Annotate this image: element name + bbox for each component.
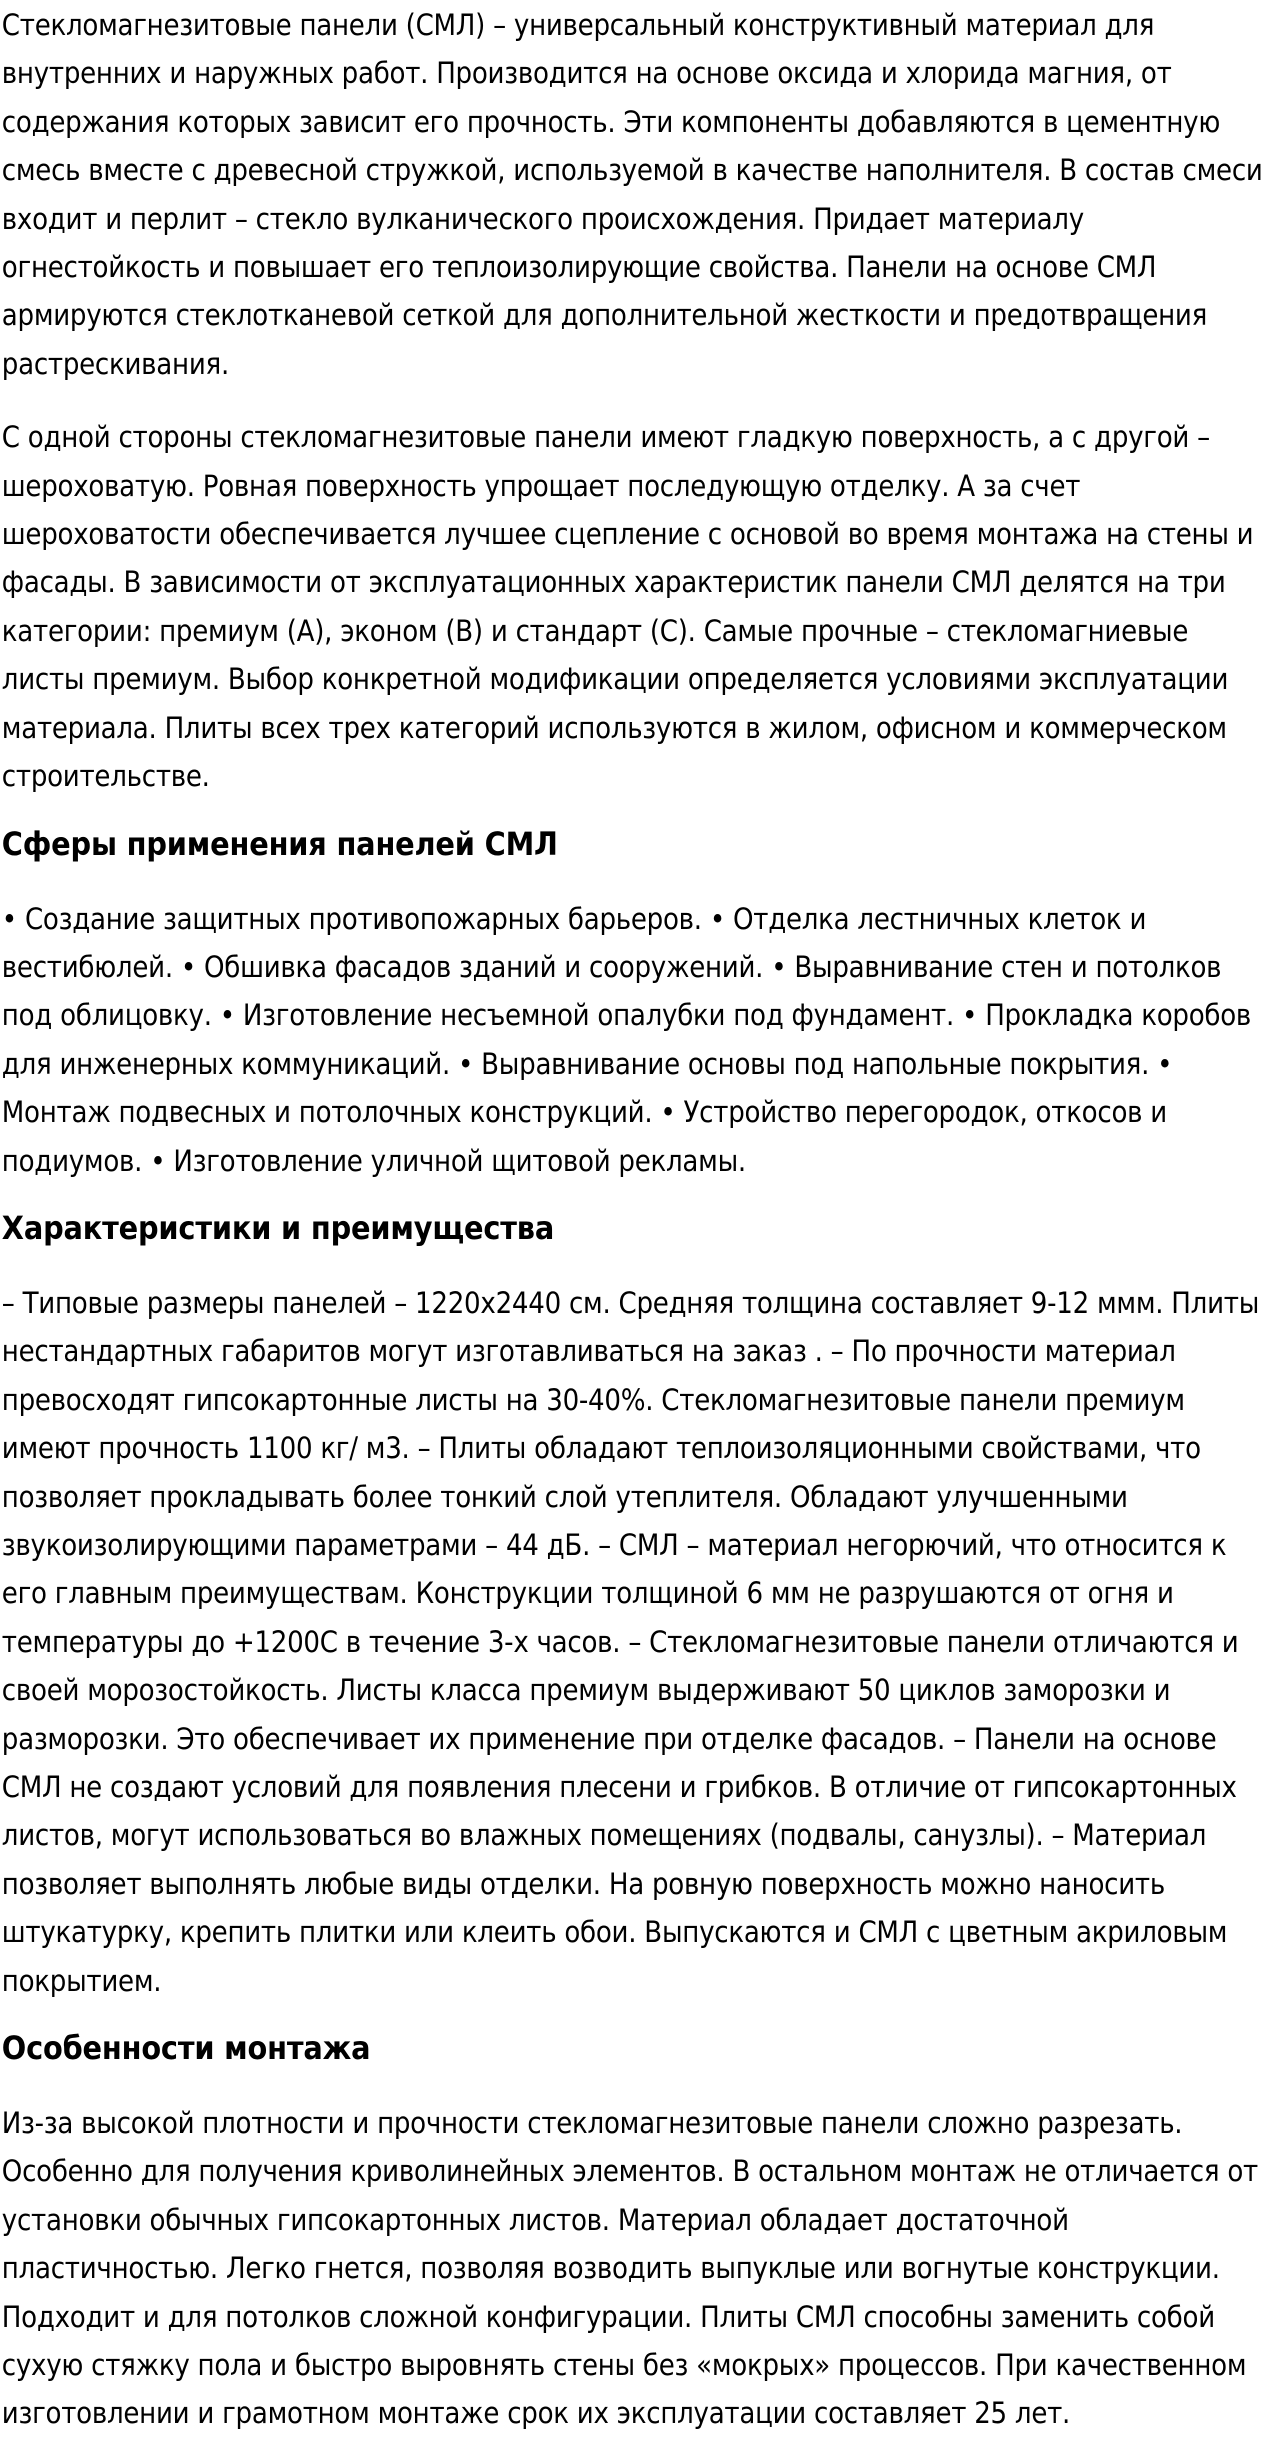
installation-heading: Особенности монтажа xyxy=(1,2029,371,2068)
applications-bullet-paragraph: • Создание защитных противопожарных барьеров. • Отделка лестничных клеток и вестибюлей. • Обшивка фасадов зданий и сооружений. • Выравнивание стен и потолков под облицовку. • Изготовление несъемной опалубки под фундамент. • Прокладка коробов для инженерных коммуникаций. • Выравнивание основы под напольные покрытия. • Монтаж подвесных и потолочных конструкций. • Устройство перегородок, откосов и подиумов. • Изготовление уличной щитовой рекламы. xyxy=(1,901,1252,1178)
features-paragraph: – Типовые размеры панелей – 1220х2440 см. Средняя толщина составляет 9-12 ммм. Плиты нестандартных габаритов могут изготавливаться на заказ . – По прочности материал превосходят гипсокартонные листы на 30-40%. Стекломагнезитовые панели премиум имеют прочность 1100 кг/ м3. – Плиты обладают теплоизоляционными свойствами, что позволяет прокладывать более тонкий слой утеплителя. Обладают улучшенными звукоизолирующими параметрами – 44 дБ. – СМЛ – материал негорючий, что относится к его главным преимуществам. Конструкции толщиной 6 мм не разрушаются от огня и температуры до +1200С в течение 3-х часов. – Стекломагнезитовые панели отличаются и своей морозостойкость. Листы класса премиум выдерживают 50 циклов заморозки и разморозки. Это обеспечивает их применение при отделке фасадов. – Панели на основе СМЛ не создают условий для появления плесени и грибков. В отличие от гипсокартонных листов, могут использоваться во влажных помещениях (подвалы, санузлы). – Материал позволяет выполнять любые виды отделки. На ровную поверхность можно наносить штукатурку, крепить плитки или клеить обои. Выпускаются и СМЛ с цветным акриловым покрытием. xyxy=(1,1285,1260,1998)
applications-heading: Сферы применения панелей СМЛ xyxy=(1,824,558,863)
features-heading: Характеристики и преимущества xyxy=(1,1208,555,1247)
surfaces-paragraph: С одной стороны стекломагнезитовые панели имеют гладкую поверхность, а с другой – шероховатую. Ровная поверхность упрощает последующую отделку. А за счет шероховатости обеспечивается лучшее сцепление с основой во время монтажа на стены и фасады. В зависимости от эксплуатационных характеристик панели СМЛ делятся на три категории: премиум (А), эконом (В) и стандарт (С). Самые прочные – стекломагниевые листы премиум. Выбор конкретной модификации определяется условиями эксплуатации материала. Плиты всех трех категорий используются в жилом, офисном и коммерческом строительстве. xyxy=(1,420,1254,794)
intro-paragraph: Стекломагнезитовые панели (СМЛ) – универсальный конструктивный материал для внутренних и наружных работ. Производится на основе оксида и хлорида магния, от содержания которых зависит его прочность. Эти компоненты добавляются в цементную смесь вместе с древесной стружкой, используемой в качестве наполнителя. В состав смеси входит и перлит – стекло вулканического происхождения. Придает материалу огнестойкость и повышает его теплоизолирующие свойства. Панели на основе СМЛ армируются стеклотканевой сеткой для дополнительной жесткости и предотвращения растрескивания. xyxy=(1,8,1263,381)
installation-paragraph: Из-за высокой плотности и прочности стекломагнезитовые панели сложно разрезать. Особенно для получения криволинейных элементов. В остальном монтаж не отличается от установки обычных гипсокартонных листов. Материал обладает достаточной пластичностью. Легко гнется, позволяя возводить выпуклые или вогнутые конструкции. Подходит и для потолков сложной конфигурации. Плиты СМЛ способны заменить собой сухую стяжку пола и быстро выровнять стены без «мокрых» процессов. При качественном изготовлении и грамотном монтаже срок их эксплуатации составляет 25 лет. xyxy=(1,2106,1258,2431)
